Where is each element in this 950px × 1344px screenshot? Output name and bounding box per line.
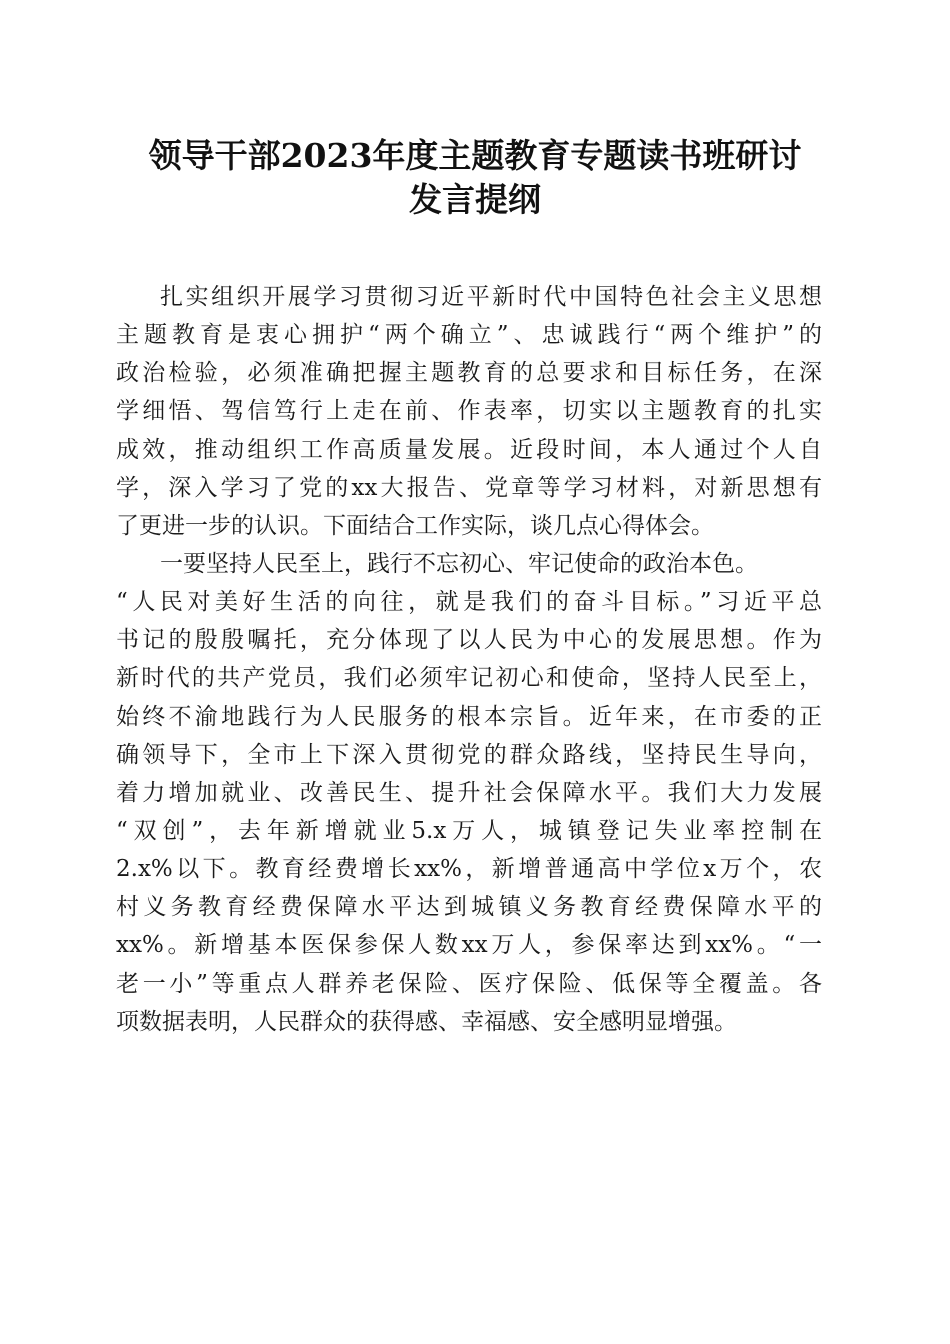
text-line: xx%。新增基本医保参保人数xx万人，参保率达到xx%。“一 (116, 932, 822, 959)
text-line: 新时代的共产党员，我们必须牢记初心和使命，坚持人民至上， (116, 665, 822, 692)
text-line: 老一小”等重点人群养老保险、医疗保险、低保等全覆盖。各 (116, 970, 822, 997)
text-line: 扎实组织开展学习贯彻习近平新时代中国特色社会主义思想 (160, 284, 822, 310)
text-line: 着力增加就业、改善民生、提升社会保障水平。我们大力发展 (116, 779, 822, 806)
text-line: 2.x%以下。教育经费增长xx%，新增普通高中学位x万个，农 (116, 856, 822, 883)
document-title (100, 134, 850, 222)
document-body (116, 278, 822, 1041)
text-line: 村义务教育经费保障水平达到城镇义务教育经费保障水平的 (116, 894, 822, 921)
text-line: 项数据表明，人民群众的获得感、幸福感、安全感明显增强。 (116, 1008, 737, 1035)
text-line: 一要坚持人民至上，践行不忘初心、牢记使命的政治本色。 (160, 550, 758, 577)
text-line: 了更进一步的认识。下面结合工作实际，谈几点心得体会。 (116, 512, 714, 539)
text-line: 政治检验，必须准确把握主题教育的总要求和目标任务，在深 (116, 360, 822, 387)
text-line: 始终不渝地践行为人民服务的根本宗旨。近年来，在市委的正 (116, 703, 822, 730)
text-line: 主题教育是衷心拥护“两个确立”、忠诚践行“两个维护”的 (116, 322, 822, 349)
text-line: 书记的殷殷嘱托，充分体现了以人民为中心的发展思想。作为 (116, 627, 822, 654)
text-line: “人民对美好生活的向往，就是我们的奋斗目标。”习近平总 (116, 589, 822, 616)
text-line: 学细悟、驾信笃行上走在前、作表率，切实以主题教育的扎实 (116, 398, 822, 425)
title-line: 发言提纲 (409, 180, 541, 219)
text-line: “双创”，去年新增就业5.x万人，城镇登记失业率控制在 (116, 817, 822, 844)
text-line: 学，深入学习了党的xx大报告、党章等学习材料，对新思想有 (116, 474, 822, 501)
title-line: 领导干部2023年度主题教育专题读书班研讨 (148, 136, 802, 175)
text-line: 确领导下，全市上下深入贯彻党的群众路线，坚持民生导向， (116, 741, 822, 768)
paragraph-point-one (116, 545, 822, 1041)
text-line: 成效，推动组织工作高质量发展。近段时间，本人通过个人自 (116, 436, 822, 463)
paragraph-intro (116, 278, 822, 545)
